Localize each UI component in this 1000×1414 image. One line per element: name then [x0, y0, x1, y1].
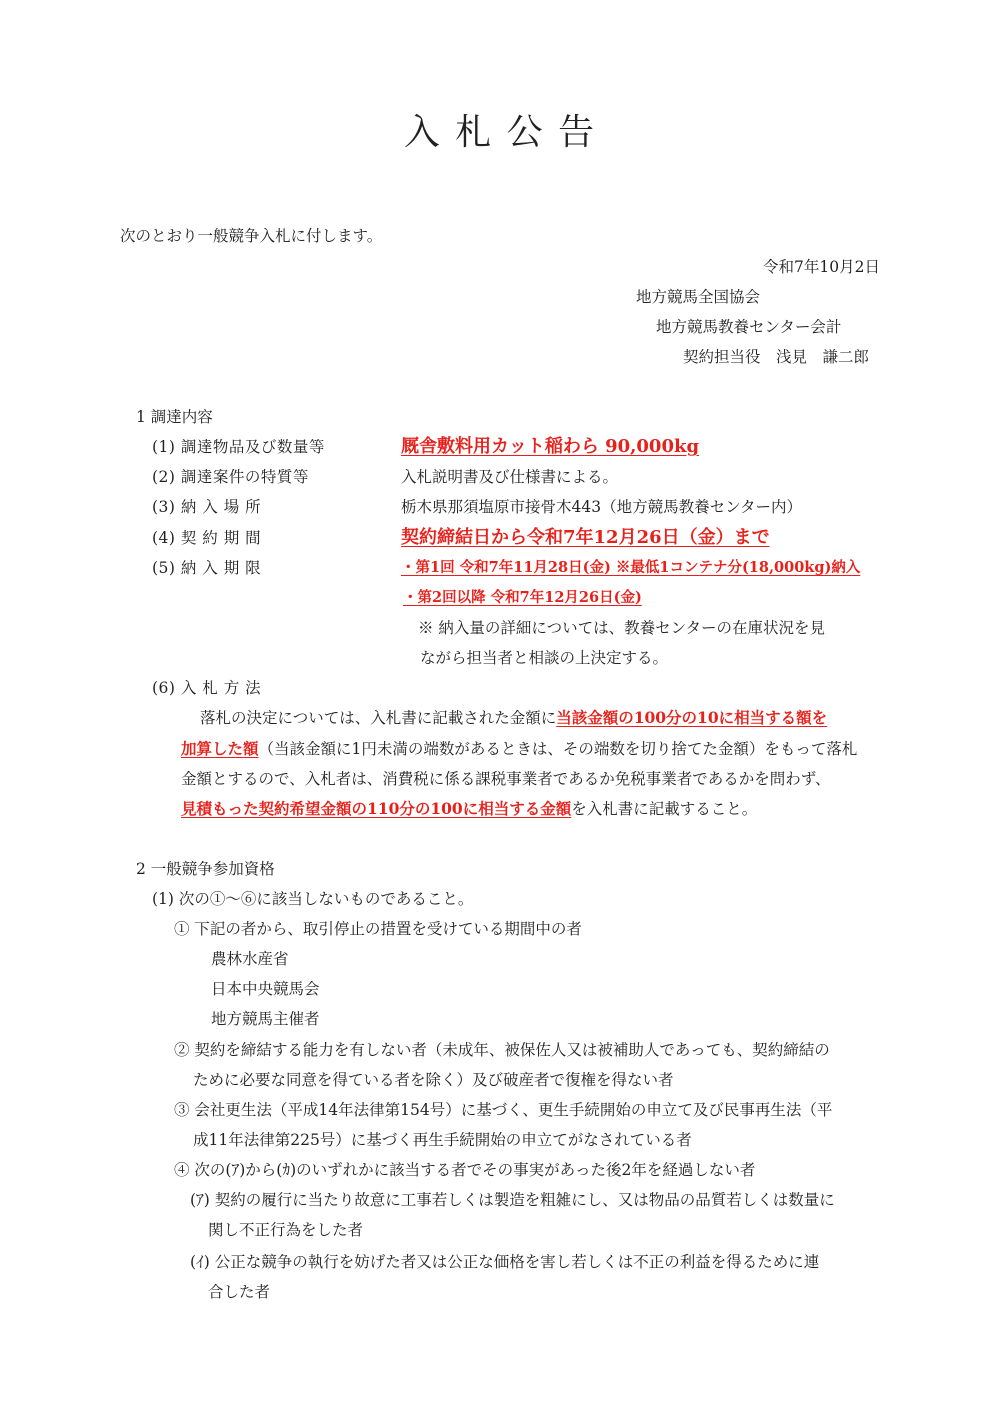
item6-emphasis: 見積もった契約希望金額の110分の100に相当する金額	[181, 799, 572, 818]
clause1-entity-maff: 農林水産省	[211, 950, 289, 968]
item3-label: (3) 納 入 場 所	[152, 498, 262, 516]
clause1: ① 下記の者から、取引停止の措置を受けている期間中の者	[174, 920, 582, 938]
clause4-a-line2: 関し不正行為をした者	[208, 1221, 364, 1239]
item5-label: (5) 納 入 期 限	[152, 559, 262, 577]
clause3-line1: ③ 会社更生法（平成14年法律第154号）に基づく、更生手続開始の申立て及び民事再生法（平	[174, 1101, 833, 1119]
item5-value1: ・第1回 令和7年11月28日(金) ※最低1コンテナ分(18,000kg)納入	[401, 559, 861, 576]
item5-note-line2: ながら担当者と相談の上決定する。	[420, 649, 669, 667]
clause2-line1: ② 契約を締結する能力を有しない者（未成年、被保佐人又は被補助人であっても、契約締結の	[174, 1041, 830, 1059]
clause4-b-line1: (ｲ) 公正な競争の執行を妨げた者又は公正な価格を害し若しくは不正の利益を得るために連	[190, 1253, 820, 1271]
clause2-line2: ために必要な同意を得ている者を除く）及び破産者で復権を得ない者	[193, 1071, 674, 1089]
item4-label: (4) 契 約 期 間	[152, 529, 262, 547]
org-name: 地方競馬全国協会	[636, 288, 761, 306]
item4-value: 契約締結日から令和7年12月26日（金）まで	[401, 527, 770, 548]
item3-value: 栃木県那須塩原市接骨木443（地方競馬教養センター内）	[401, 498, 802, 516]
item1-label: (1) 調達物品及び数量等	[152, 438, 325, 456]
item6-emphasis: 当該金額の100分の10に相当する額を	[556, 708, 828, 727]
section1-heading: 1 調達内容	[136, 408, 213, 426]
item6-label: (6) 入 札 方 法	[152, 679, 262, 697]
item5-value2: ・第2回以降 令和7年12月26日(金)	[403, 589, 642, 606]
item5-note-line1: ※ 納入量の詳細については、教養センターの在庫状況を見	[418, 619, 825, 637]
intro-text: 次のとおり一般競争入札に付します。	[120, 227, 383, 245]
item6-text: 落札の決定については、入札書に記載された金額に	[200, 709, 557, 727]
item2-value: 入札説明書及び仕様書による。	[401, 468, 619, 486]
item6-emphasis: 加算した額	[181, 739, 259, 758]
section2-heading: 2 一般競争参加資格	[136, 860, 275, 878]
page-title: 入 札 公 告	[403, 112, 597, 153]
item6-paragraph-line4	[181, 797, 757, 819]
item1-value: 厩舎敷料用カット稲わら 90,000kg	[401, 436, 700, 457]
item2-label: (2) 調達案件の特質等	[152, 468, 309, 486]
item6-text: （当該金額に1円未満の端数があるときは、その端数を切り捨てた金額）をもって落札	[258, 740, 858, 758]
contract-officer: 契約担当役 浅見 謙二郎	[683, 348, 870, 366]
clause3-line2: 成11年法律第225号）に基づく再生手続開始の申立てがなされている者	[193, 1131, 692, 1149]
item6-paragraph-line3: 金額とするので、入札者は、消費税に係る課税事業者であるか免税事業者であるかを問わず、	[181, 770, 831, 788]
issue-date: 令和7年10月2日	[763, 258, 880, 276]
clause4-a-line1: (ｱ) 契約の履行に当たり故意に工事若しくは製造を粗雑にし、又は物品の品質若しくは数量に	[190, 1191, 835, 1209]
clause4-b-line2: 合した者	[208, 1283, 271, 1301]
org-account: 地方競馬教養センター会計	[656, 318, 842, 336]
section2-item1: (1) 次の①～⑥に該当しないものであること。	[152, 890, 474, 908]
item6-paragraph-line1	[200, 706, 827, 728]
item6-text: を入札書に記載すること。	[571, 800, 758, 818]
clause1-entity-jra: 日本中央競馬会	[211, 980, 320, 998]
item6-paragraph-line2	[181, 737, 857, 759]
clause4: ④ 次の(ｱ)から(ｶ)のいずれかに該当する者でその事実があった後2年を経過しない者	[174, 1161, 756, 1179]
clause1-entity-local: 地方競馬主催者	[211, 1010, 320, 1028]
